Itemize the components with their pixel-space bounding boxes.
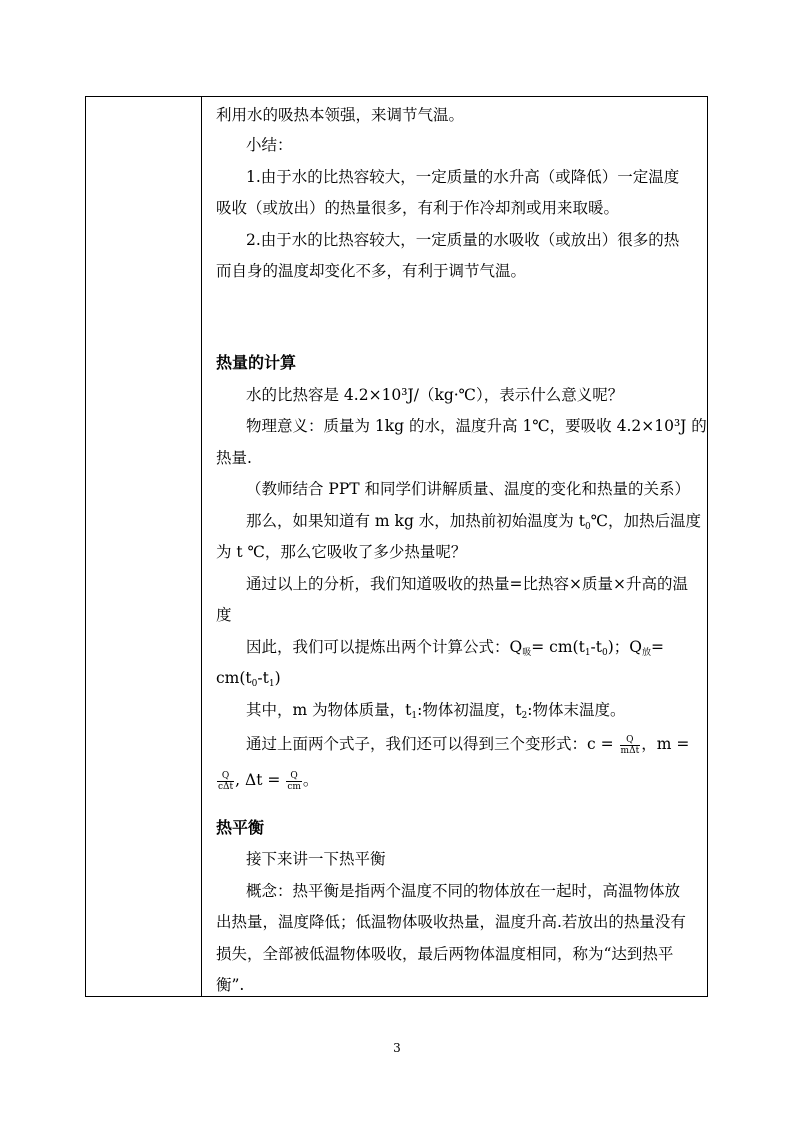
section-heading-heat-calculation: 热量的计算 [216, 353, 297, 372]
text-span: 那么，如果知道有 m kg 水，加热前初始温度为 t [246, 512, 585, 530]
subscript: 1 [268, 679, 275, 689]
formula-line [216, 770, 318, 792]
fraction-denominator: mΔt [620, 745, 640, 756]
text-span: 因此，我们可以提炼出两个计算公式：Q [246, 638, 523, 656]
subscript: 0 [602, 648, 608, 658]
text-span: = cm(t [531, 638, 585, 656]
lesson-table [85, 96, 708, 997]
summary-label: 小结： [246, 136, 293, 154]
subscript: 2 [521, 711, 528, 721]
text-span: ) [274, 669, 281, 687]
text-line [246, 700, 626, 726]
text-span: 其中，m 为物体质量，t [246, 701, 412, 719]
text-line: 概念：热平衡是指两个温度不同的物体放在一起时，高温物体放 [246, 882, 681, 900]
text-span: )；Q [607, 638, 643, 656]
page-number: 3 [393, 1041, 401, 1055]
subscript: 1 [584, 648, 591, 658]
text-line [246, 511, 701, 537]
subscript: 1 [411, 711, 418, 721]
content-cell [202, 97, 707, 996]
formula-line [246, 734, 689, 756]
fraction [286, 771, 302, 792]
text-line: 2.由于水的比热容较大，一定质量的水吸收（或放出）很多的热 [246, 231, 680, 249]
text-line: 利用水的吸热本领强，来调节气温。 [216, 106, 465, 124]
text-span: , Δt = [235, 771, 281, 789]
text-span: :物体末温度。 [527, 701, 626, 719]
text-line: 而自身的温度却变化不多，有利于调节气温。 [216, 262, 527, 280]
text-span: :物体初温度，t [417, 701, 522, 719]
text-span: ℃，加热后温度 [590, 512, 702, 530]
text-span: 通过上面两个式子，我们还可以得到三个变形式：c = [246, 735, 614, 753]
text-line: 损失，全部被低温物体吸收，最后两物体温度相同，称为“达到热平 [216, 945, 674, 963]
text-line: 度 [216, 606, 232, 624]
text-line: 吸收（或放出）的热量很多，有利于作冷却剂或用来取暖。 [216, 199, 620, 217]
fraction-denominator: cm [287, 781, 301, 792]
text-span: -t [257, 669, 269, 687]
fraction-denominator: cΔt [218, 781, 234, 792]
text-span: ，m = [641, 735, 690, 753]
text-line: 水的比热容是 4.2×10³J/（kg·℃），表示什么意义呢？ [246, 386, 624, 404]
fraction-numerator: Q [221, 770, 230, 781]
text-line: 1.由于水的比热容较大，一定质量的水升高（或降低）一定温度 [246, 168, 680, 186]
fraction [217, 771, 234, 792]
subscript: 放 [642, 648, 652, 658]
section-heading-thermal-equilibrium: 热平衡 [216, 818, 265, 837]
text-span: = [651, 638, 665, 656]
subscript: 0 [584, 522, 591, 532]
text-span: 。 [302, 771, 319, 789]
text-line: 为 t ℃，那么它吸收了多少热量呢？ [216, 543, 467, 561]
left-column-cell [86, 97, 202, 996]
subscript: 0 [251, 679, 258, 689]
text-line: 接下来讲一下热平衡 [246, 850, 386, 868]
text-line: 衡”. [216, 976, 245, 994]
formula-line [216, 668, 281, 694]
text-line: 通过以上的分析，我们知道吸收的热量=比热容×质量×升高的温 [246, 575, 688, 593]
text-span: cm(t [216, 669, 252, 687]
fraction [620, 735, 641, 756]
fraction-numerator: Q [290, 770, 298, 781]
text-span: -t [590, 638, 603, 656]
text-line: 物理意义：质量为 1kg 的水，温度升高 1℃，要吸收 4.2×10³J 的 [246, 417, 707, 435]
subscript: 吸 [522, 648, 532, 658]
formula-line [246, 637, 664, 663]
text-line: 热量. [216, 449, 252, 467]
text-line: 出热量，温度降低；低温物体吸收热量，温度升高.若放出的热量没有 [216, 913, 686, 931]
text-line: （教师结合 PPT 和同学们讲解质量、温度的变化和热量的关系） [246, 480, 691, 498]
fraction-numerator: Q [626, 734, 634, 745]
